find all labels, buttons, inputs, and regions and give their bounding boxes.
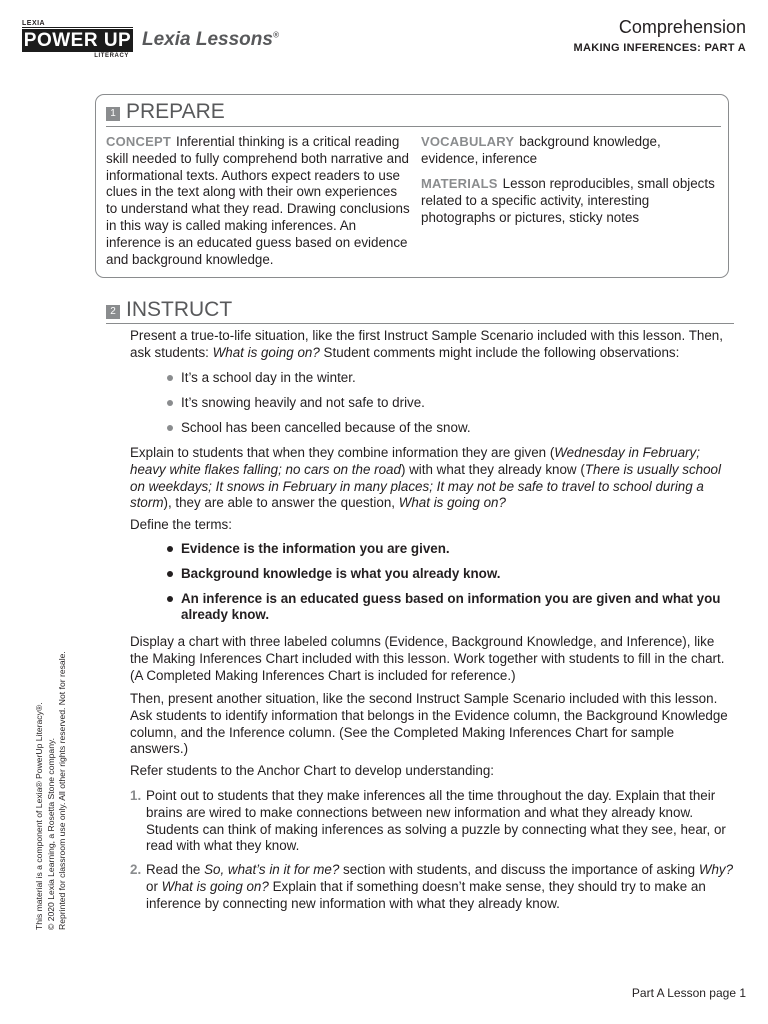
vocabulary-label: VOCABULARY: [421, 134, 515, 149]
step-two-icon: 2: [106, 305, 120, 319]
materials-text: Lesson reproducibles, small objects related to a specific activity, interesting photographs or pictures, sticky notes: [421, 176, 715, 225]
explain-paragraph: [130, 445, 734, 512]
brand-mark: ®: [272, 30, 279, 40]
explain-text-e: ), they are able to answer the question,: [163, 495, 399, 511]
brand-text: Lexia Lessons: [142, 29, 273, 50]
intro-text-a: Present a true-to-life situation, like the first Instruct Sample Scenario included with this lesson. Then, ask students:: [130, 328, 723, 360]
intro-text-c: Student comments might include the following observations:: [319, 344, 680, 360]
explain-text-a: Explain to students that when they combine information they are given (: [130, 445, 555, 460]
prepare-title: PREPARE: [126, 100, 225, 123]
instruct-divider: [106, 323, 734, 324]
logo-rule: [22, 27, 133, 28]
step-text-e: or: [146, 878, 162, 894]
intro-paragraph: [130, 328, 734, 362]
concept-block: [106, 134, 411, 268]
step-text-c: section with students, and discuss the importance of asking: [339, 862, 699, 878]
scenario-paragraph: Then, present another situation, like the second Instruct Sample Scenario included with this lesson. Ask students to identify information that belongs in the Evidence column, the Background Knowledge column, and the Inference column. (See the Completed Making Inferences Chart for sample answers.): [130, 691, 728, 757]
list-item: Evidence is the information you are given.: [163, 541, 723, 558]
explain-text-c: ) with what they already know (: [400, 461, 585, 477]
definition-list: [163, 541, 723, 632]
define-terms-line: Define the terms:: [130, 517, 232, 532]
copyright-note: [34, 630, 69, 930]
observation-list: [163, 370, 723, 445]
concept-label: CONCEPT: [106, 134, 171, 149]
step-text: Point out to students that they make inferences all the time throughout the day. Explain that their brains are wired to make connections between new information and what they already know. Students can think of making inferences as solving a puzzle by connecting what they see, hear, or read with what they know.: [146, 788, 726, 854]
logo-lexia-text: LEXIA: [22, 20, 46, 27]
brand-name: [142, 29, 279, 51]
step-number: 1.: [130, 788, 142, 803]
step-one-icon: 1: [106, 107, 120, 121]
logo-literacy-text: LITERACY: [94, 53, 129, 59]
list-item: It’s a school day in the winter.: [163, 370, 723, 395]
explain-knowledge-italic: There is usually school on weekdays; It snows in February in many places; It may not be safe to travel to school during a storm: [130, 461, 721, 511]
step-text-g: Explain that if something doesn’t make sense, they should try to make an inference by connecting new information with what they already know.: [146, 878, 706, 911]
materials-block: [421, 176, 721, 226]
explain-question-italic: What is going on?: [398, 495, 506, 511]
copyright-line: This material is a component of Lexia® PowerUp Literacy®.: [34, 702, 44, 930]
steps-list: [130, 788, 734, 920]
instruct-title: INSTRUCT: [126, 298, 233, 321]
list-item: Background knowledge is what you already know.: [163, 566, 723, 583]
materials-label: MATERIALS: [421, 176, 498, 191]
anchor-chart-line: Refer students to the Anchor Chart to develop understanding:: [130, 763, 495, 778]
vocabulary-text: background knowledge, evidence, inference: [421, 134, 661, 166]
copyright-line: © 2020 Lexia Learning, a Rosetta Stone company.: [45, 737, 56, 930]
powerup-logo: [22, 20, 137, 64]
page-footer: Part A Lesson page 1: [631, 986, 746, 1000]
list-item: [130, 862, 734, 912]
step-why-italic: Why?: [698, 862, 734, 878]
list-item: It’s snowing heavily and not safe to drive.: [163, 395, 723, 420]
vocabulary-block: [421, 134, 721, 168]
logo-powerup-text: POWER UP: [23, 30, 132, 51]
instruct-heading: [106, 298, 232, 322]
list-item: An inference is an educated guess based on information you are given and what you already know.: [163, 591, 723, 625]
step-section-italic: So, what’s in it for me?: [204, 862, 340, 878]
intro-question: What is going on?: [212, 344, 320, 360]
copyright-line: Reprinted for classroom use only. All other rights reserved. Not for resale.: [57, 651, 67, 930]
list-item: School has been cancelled because of the snow.: [163, 420, 723, 445]
concept-text: Inferential thinking is a critical reading skill needed to fully comprehend both narrative and informational texts. Authors expect readers to use clues in the text along with their own experiences to understand what they read. Drawing conclusions in this way is called making inferences. An inference is an educated guess based on evidence and background knowledge.: [106, 134, 410, 267]
prepare-heading: [106, 100, 225, 124]
chart-paragraph: Display a chart with three labeled columns (Evidence, Background Knowledge, and Inference), like the Making Inferences Chart included with this lesson. Work together with students to fill in the chart. (A Completed Making Inferences Chart is included for reference.): [130, 634, 725, 683]
step-text-a: Read the: [146, 862, 205, 878]
step-number: 2.: [130, 862, 142, 878]
lesson-part-title: MAKING INFERENCES: PART A: [573, 42, 746, 54]
explain-evidence-italic: Wednesday in February; heavy white flakes falling; no cars on the road: [130, 445, 700, 477]
step-question-italic: What is going on?: [161, 878, 269, 894]
list-item: [130, 788, 734, 855]
prepare-divider: [106, 126, 721, 127]
subject-title: Comprehension: [618, 17, 746, 37]
